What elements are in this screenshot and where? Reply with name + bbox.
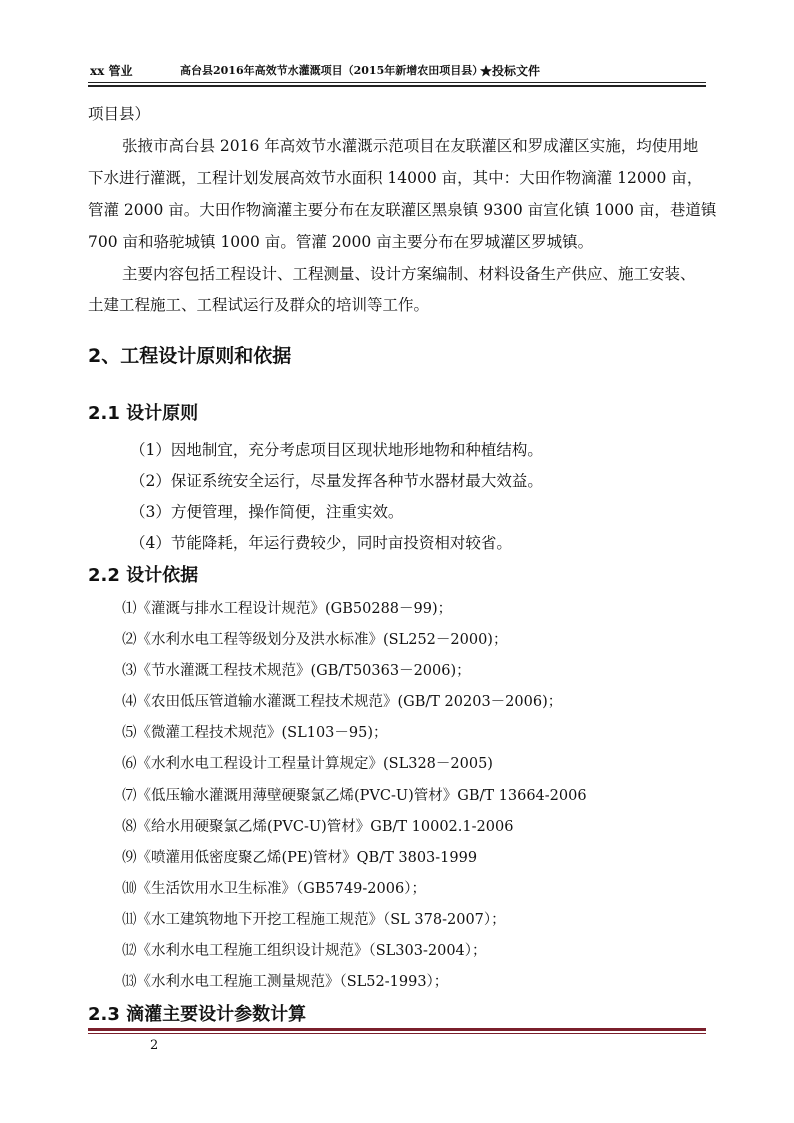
header-project-title: 高台县2016年高效节水灌溉项目（2015年新增农田项目县） xyxy=(180,64,484,77)
para1-line1: 张掖市高台县 2016 年高效节水灌溉示范项目在友联灌区和罗成灌区实施，均使用地 xyxy=(122,137,699,155)
header-divider-thick xyxy=(88,85,706,87)
reference-item-4: ⑷《农田低压管道输水灌溉工程技术规范》(GB/T 20203－2006)； xyxy=(122,694,563,710)
reference-item-7: ⑺《低压输水灌溉用薄壁硬聚氯乙烯(PVC-U)管材》GB/T 13664-2006 xyxy=(122,788,587,804)
reference-item-9: ⑼《喷灌用低密度聚乙烯(PE)管材》QB/T 3803-1999 xyxy=(122,850,478,866)
reference-item-2: ⑵《水利水电工程等级划分及洪水标准》(SL252－2000)； xyxy=(122,632,508,648)
para1-line2: 下水进行灌溉，工程计划发展高效节水面积 14000 亩，其中：大田作物滴灌 12000 亩， xyxy=(88,169,703,187)
reference-item-12: ⑿《水利水电工程施工组织设计规范》（SL303-2004）； xyxy=(122,943,487,959)
para2-line2: 土建工程施工、工程试运行及群众的培训等工作。 xyxy=(88,296,430,314)
para1-line4: 700 亩和骆驼城镇 1000 亩。管灌 2000 亩主要分布在罗城灌区罗城镇。 xyxy=(88,233,594,251)
reference-item-8: ⑻《给水用硬聚氯乙烯(PVC-U)管材》GB/T 10002.1-2006 xyxy=(122,819,514,835)
reference-item-3: ⑶《节水灌溉工程技术规范》(GB/T50363－2006)； xyxy=(122,663,471,679)
para1-line3: 管灌 2000 亩。大田作物滴灌主要分布在友联灌区黑泉镇 9300 亩宣化镇 1000 亩，巷道镇 xyxy=(88,201,717,219)
header-company: xx 管业 xyxy=(90,64,133,78)
reference-item-11: ⑾《水工建筑物地下开挖工程施工规范》（SL 378-2007）； xyxy=(122,912,506,928)
principle-item-1: （1）因地制宜，充分考虑项目区现状地形地物和种植结构。 xyxy=(130,441,543,459)
body-line-continued: 项目县） xyxy=(88,105,151,123)
principle-item-4: （4）节能降耗，年运行费较少，同时亩投资相对较省。 xyxy=(130,534,512,552)
reference-item-6: ⑹《水利水电工程设计工程量计算规定》(SL328－2005) xyxy=(122,756,493,772)
reference-item-5: ⑸《微灌工程技术规范》(SL103－95)； xyxy=(122,725,388,741)
principle-item-2: （2）保证系统安全运行，尽量发挥各种节水器材最大效益。 xyxy=(130,472,543,490)
header-divider xyxy=(88,82,706,83)
reference-item-13: ⒀《水利水电工程施工测量规范》（SL52-1993）； xyxy=(122,974,449,990)
reference-item-10: ⑽《生活饮用水卫生标准》（GB5749-2006）； xyxy=(122,881,426,897)
principle-item-3: （3）方便管理，操作简便，注重实效。 xyxy=(130,503,404,521)
section-2-heading: 2、工程设计原则和依据 xyxy=(88,345,292,367)
header-doc-type: ★投标文件 xyxy=(480,64,541,78)
section-2-2-heading: 2.2 设计依据 xyxy=(88,565,199,586)
footer-divider-thick xyxy=(88,1028,706,1031)
para2-line1: 主要内容包括工程设计、工程测量、设计方案编制、材料设备生产供应、施工安装、 xyxy=(122,265,696,283)
page-number: 2 xyxy=(150,1038,159,1053)
page-header xyxy=(88,62,702,80)
footer-divider-thin xyxy=(88,1033,706,1034)
reference-item-1: ⑴《灌溉与排水工程设计规范》(GB50288－99)； xyxy=(122,601,453,617)
section-2-1-heading: 2.1 设计原则 xyxy=(88,403,199,424)
section-2-3-heading: 2.3 滴灌主要设计参数计算 xyxy=(88,1004,307,1025)
